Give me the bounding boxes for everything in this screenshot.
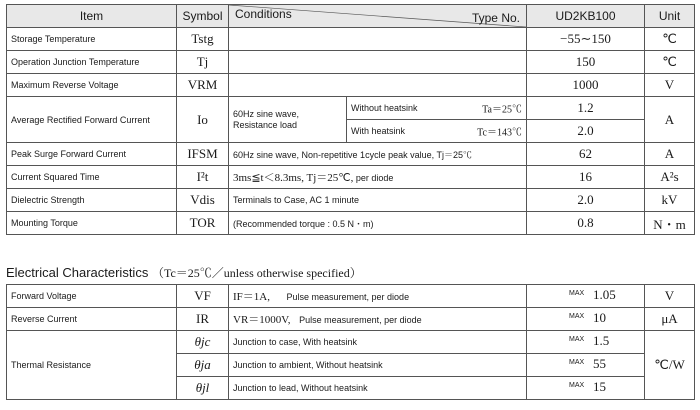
symbol: θjc xyxy=(177,331,229,354)
max-label: MAX xyxy=(569,359,585,366)
unit: V xyxy=(645,285,695,308)
condition: Junction to ambient, Without heatsink xyxy=(229,354,527,377)
value-cell xyxy=(527,308,645,331)
item-label: Current Squared Time xyxy=(7,166,177,189)
table-row xyxy=(7,51,695,74)
item-label: Operation Junction Temperature xyxy=(7,51,177,74)
unit: A xyxy=(645,143,695,166)
condition-part: Pulse measurement, per diode xyxy=(286,292,410,302)
table-row xyxy=(7,189,695,212)
sub-condition-label: With heatsink xyxy=(351,126,406,136)
symbol: Tstg xyxy=(177,28,229,51)
condition xyxy=(229,166,527,189)
ratings-header-row xyxy=(7,5,695,28)
condition: 60Hz sine wave, Non-repetitive 1cycle peak value, Tj＝25℃ xyxy=(229,143,527,166)
value: 1.5 xyxy=(593,333,610,348)
header-symbol: Symbol xyxy=(177,5,229,28)
value-cell xyxy=(527,285,645,308)
item-label: Maximum Reverse Voltage xyxy=(7,74,177,97)
unit: ℃ xyxy=(645,28,695,51)
value: 2.0 xyxy=(527,189,645,212)
table-row xyxy=(7,74,695,97)
item-label: Reverse Current xyxy=(7,308,177,331)
item-label: Average Rectified Forward Current xyxy=(7,97,177,143)
value: 1000 xyxy=(527,74,645,97)
item-label: Forward Voltage xyxy=(7,285,177,308)
sub-condition xyxy=(347,97,527,120)
table-row xyxy=(7,143,695,166)
symbol: VRM xyxy=(177,74,229,97)
header-type-no: Type No. xyxy=(471,11,520,25)
symbol: IR xyxy=(177,308,229,331)
table-row xyxy=(7,212,695,235)
symbol: I²t xyxy=(177,166,229,189)
condition-part: per diode xyxy=(355,173,394,183)
value: 0.8 xyxy=(527,212,645,235)
value: 1.2 xyxy=(527,97,645,120)
electrical-section-title xyxy=(6,264,362,281)
condition xyxy=(229,51,527,74)
header-unit: Unit xyxy=(645,5,695,28)
value-cell xyxy=(527,354,645,377)
value: 15 xyxy=(593,379,606,394)
symbol: Vdis xyxy=(177,189,229,212)
sub-condition-temp: Tc＝143℃ xyxy=(477,127,522,139)
header-conditions: Conditions xyxy=(235,7,292,21)
header-part-number: UD2KB100 xyxy=(527,5,645,28)
header-item: Item xyxy=(7,5,177,28)
table-row xyxy=(7,285,695,308)
condition: Terminals to Case, AC 1 minute xyxy=(229,189,527,212)
table-row xyxy=(7,28,695,51)
section-title-note: （Tc＝25℃／unless otherwise specified） xyxy=(151,266,362,280)
table-row xyxy=(7,308,695,331)
unit: A xyxy=(645,97,695,143)
section-title-text: Electrical Characteristics xyxy=(6,265,149,280)
symbol: θja xyxy=(177,354,229,377)
condition xyxy=(229,97,347,143)
unit: ℃ xyxy=(645,51,695,74)
symbol: Io xyxy=(177,97,229,143)
condition xyxy=(229,74,527,97)
sub-condition-label: Without heatsink xyxy=(351,103,418,113)
unit: μA xyxy=(645,308,695,331)
value: 10 xyxy=(593,310,606,325)
item-label: Mounting Torque xyxy=(7,212,177,235)
symbol: Tj xyxy=(177,51,229,74)
table-row xyxy=(7,331,695,354)
unit: A²s xyxy=(645,166,695,189)
symbol: IFSM xyxy=(177,143,229,166)
condition-part: Pulse measurement, per diode xyxy=(299,315,422,325)
unit: V xyxy=(645,74,695,97)
value: 1.05 xyxy=(593,287,616,302)
condition: Junction to lead, Without heatsink xyxy=(229,377,527,400)
ratings-table xyxy=(6,4,695,235)
table-row xyxy=(7,166,695,189)
value-cell xyxy=(527,331,645,354)
table-row xyxy=(7,97,695,120)
value: 150 xyxy=(527,51,645,74)
condition-part: IF＝1A, xyxy=(233,291,270,303)
value: 2.0 xyxy=(527,120,645,143)
condition xyxy=(229,285,527,308)
sub-condition xyxy=(347,120,527,143)
value: −55∼150 xyxy=(527,28,645,51)
condition xyxy=(229,28,527,51)
max-label: MAX xyxy=(569,290,585,297)
unit: kV xyxy=(645,189,695,212)
symbol: TOR xyxy=(177,212,229,235)
max-label: MAX xyxy=(569,382,585,389)
item-label: Thermal Resistance xyxy=(7,331,177,400)
condition xyxy=(229,308,527,331)
item-label: Peak Surge Forward Current xyxy=(7,143,177,166)
electrical-table xyxy=(6,284,695,400)
symbol: θjl xyxy=(177,377,229,400)
condition-part: 3ms≦t＜8.3ms, Tj＝25℃, xyxy=(233,172,354,184)
condition: Junction to case, With heatsink xyxy=(229,331,527,354)
value-cell xyxy=(527,377,645,400)
condition-line: Resistance load xyxy=(233,119,298,130)
max-label: MAX xyxy=(569,313,585,320)
value: 55 xyxy=(593,356,606,371)
value: 62 xyxy=(527,143,645,166)
unit: N・m xyxy=(645,212,695,235)
symbol: VF xyxy=(177,285,229,308)
item-label: Storage Temperature xyxy=(7,28,177,51)
item-label: Dielectric Strength xyxy=(7,189,177,212)
condition-line: 60Hz sine wave, xyxy=(233,108,300,119)
value: 16 xyxy=(527,166,645,189)
unit: ℃/W xyxy=(645,331,695,400)
condition-part: VR＝1000V, xyxy=(233,314,291,326)
header-conditions-type xyxy=(229,5,527,28)
condition: (Recommended torque : 0.5 N・m) xyxy=(229,212,527,235)
max-label: MAX xyxy=(569,336,585,343)
sub-condition-temp: Ta＝25℃ xyxy=(482,104,522,116)
